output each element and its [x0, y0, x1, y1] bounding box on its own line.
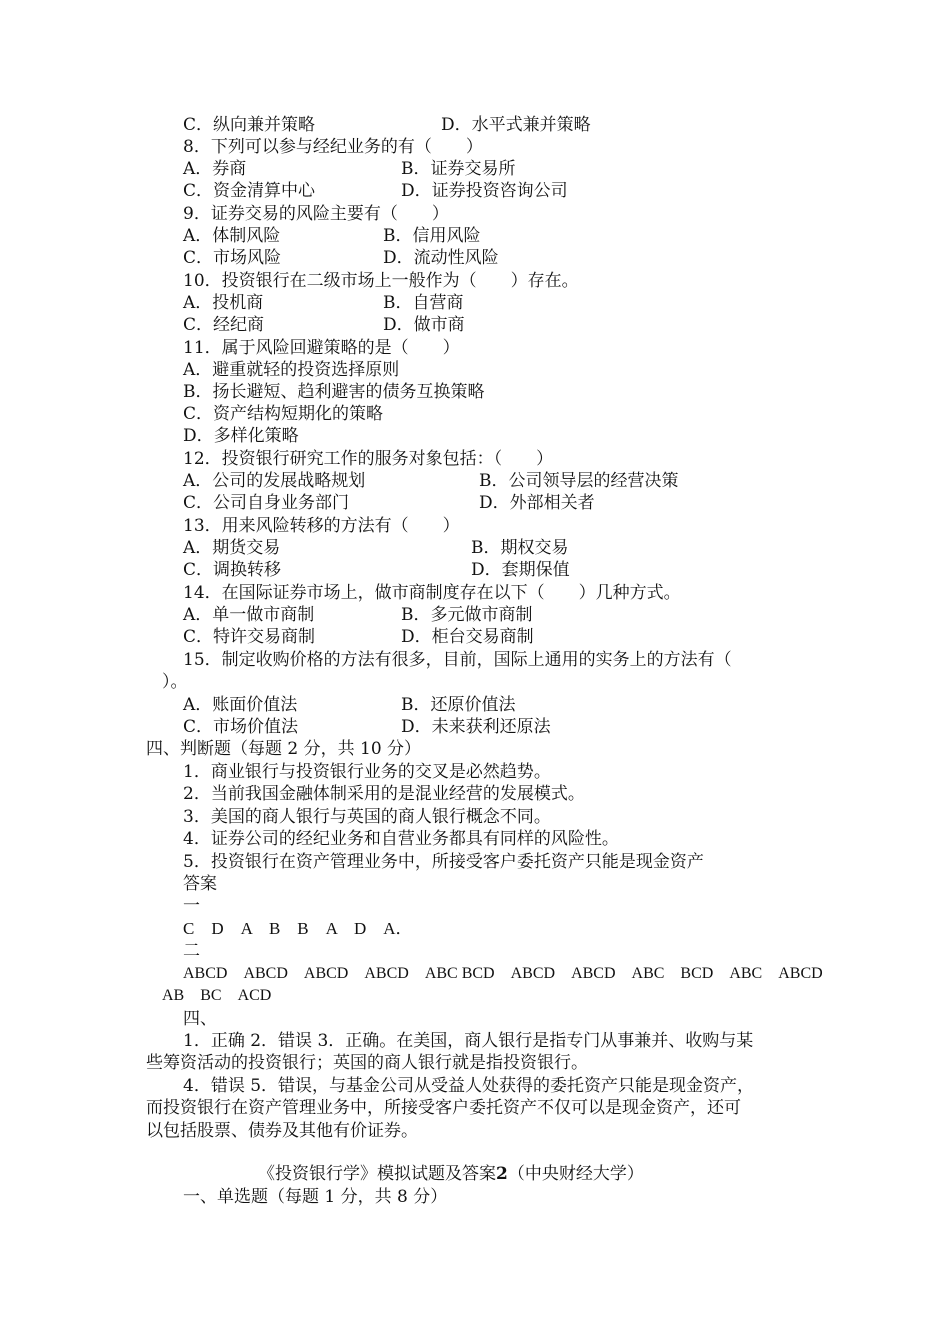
q13-stem: 13．用来风险转移的方法有（ ） — [183, 516, 460, 536]
section4-item: 3．美国的商人银行与英国的商人银行概念不同。 — [183, 807, 551, 827]
answers-part1-label: 一 — [183, 896, 200, 916]
q11-option-b: B．扬长避短、趋利避害的债务互换策略 — [183, 382, 485, 402]
q12-option-c: C．公司自身业务部门 — [183, 493, 350, 513]
q11-option-d: D．多样化策略 — [183, 426, 299, 446]
q15-option-d: D．未来获利还原法 — [401, 717, 551, 737]
q7-option-d: D．水平式兼并策略 — [441, 115, 591, 135]
answers-part4-line: 1．正确 2．错误 3．正确。在美国，商人银行是指专门从事兼并、收购与某 — [183, 1031, 754, 1051]
q13-option-d: D．套期保值 — [471, 560, 570, 580]
answers-part1: C D A B B A D A． — [183, 919, 413, 938]
q14-option-b: B．多元做市商制 — [401, 605, 533, 625]
next-test-title-number: 2 — [496, 1164, 508, 1184]
q10-option-d: D．做市商 — [383, 315, 465, 335]
section4-item: 5．投资银行在资产管理业务中，所接受客户委托资产只能是现金资产 — [183, 852, 704, 872]
q15-option-a: A．账面价值法 — [183, 695, 298, 715]
q14-option-a: A．单一做市商制 — [183, 605, 315, 625]
q14-option-c: C．特许交易商制 — [183, 627, 316, 647]
q9-option-b: B．信用风险 — [383, 226, 481, 246]
q9-option-d: D．流动性风险 — [383, 248, 499, 268]
q7-option-c: C．纵向兼并策略 — [183, 115, 316, 135]
answers-label: 答案 — [183, 874, 217, 894]
q12-option-a: A．公司的发展战略规划 — [183, 471, 366, 491]
q14-stem: 14．在国际证券市场上，做市商制度存在以下（ ）几种方式。 — [183, 583, 681, 603]
q12-option-d: D．外部相关者 — [479, 493, 595, 513]
answers-part2-row2: AB BC ACD — [162, 987, 272, 1004]
next-test-title-pre: 《投资银行学》模拟试题及答案 — [258, 1164, 496, 1184]
q15-option-b: B．还原价值法 — [401, 695, 516, 715]
q9-stem: 9．证券交易的风险主要有（ ） — [183, 204, 449, 224]
q8-option-a: A．券商 — [183, 159, 247, 179]
section4-item: 4．证券公司的经纪业务和自营业务都具有同样的风险性。 — [183, 829, 619, 849]
section4-item: 1．商业银行与投资银行业务的交叉是必然趋势。 — [183, 762, 551, 782]
answers-part4-line: 些筹资活动的投资银行；英国的商人银行就是指投资银行。 — [146, 1053, 588, 1073]
q8-stem: 8．下列可以参与经纪业务的有（ ） — [183, 137, 483, 157]
q15-stem-continuation: ）。 — [162, 672, 188, 692]
q14-option-d: D．柜台交易商制 — [401, 627, 534, 647]
q9-option-c: C．市场风险 — [183, 248, 282, 268]
q12-option-b: B．公司领导层的经营决策 — [479, 471, 679, 491]
next-test-section1-heading: 一、单选题（每题 1 分，共 8 分） — [183, 1187, 448, 1207]
answers-part4-line: 而投资银行在资产管理业务中，所接受客户委托资产不仅可以是现金资产，还可 — [146, 1098, 741, 1118]
q15-stem: 15．制定收购价格的方法有很多，目前，国际上通用的实务上的方法有（ — [183, 650, 732, 670]
q13-option-c: C．调换转移 — [183, 560, 282, 580]
section4-item: 2．当前我国金融体制采用的是混业经营的发展模式。 — [183, 784, 585, 804]
q11-option-a: A．避重就轻的投资选择原则 — [183, 360, 400, 380]
next-test-title-post: （中央财经大学） — [507, 1164, 644, 1184]
answers-part4-line: 以包括股票、债券及其他有价证券。 — [146, 1121, 418, 1141]
q9-option-a: A．体制风险 — [183, 226, 281, 246]
q8-option-c: C．资金清算中心 — [183, 181, 316, 201]
answers-part2-label: 二 — [183, 941, 200, 961]
q11-stem: 11．属于风险回避策略的是（ ） — [183, 338, 460, 358]
next-test-title — [258, 1163, 644, 1185]
q13-option-a: A．期货交易 — [183, 538, 281, 558]
q15-option-c: C．市场价值法 — [183, 717, 299, 737]
q11-option-c: C．资产结构短期化的策略 — [183, 404, 384, 424]
q10-option-a: A．投机商 — [183, 293, 264, 313]
q8-option-b: B．证券交易所 — [401, 159, 516, 179]
section4-heading: 四、判断题（每题 2 分，共 10 分） — [146, 739, 422, 759]
q13-option-b: B．期权交易 — [471, 538, 569, 558]
q12-stem: 12．投资银行研究工作的服务对象包括：（ ） — [183, 449, 554, 469]
q8-option-d: D．证券投资咨询公司 — [401, 181, 568, 201]
q10-option-b: B．自营商 — [383, 293, 464, 313]
answers-part4-line: 4．错误 5．错误，与基金公司从受益人处获得的委托资产只能是现金资产， — [183, 1076, 755, 1096]
q10-option-c: C．经纪商 — [183, 315, 265, 335]
answers-part4-label: 四、 — [183, 1009, 217, 1029]
answers-part2-row1: ABCD ABCD ABCD ABCD ABC BCD ABCD ABCD ABC BCD ABC ABCD — [183, 965, 823, 982]
q10-stem: 10．投资银行在二级市场上一般作为（ ）存在。 — [183, 271, 579, 291]
